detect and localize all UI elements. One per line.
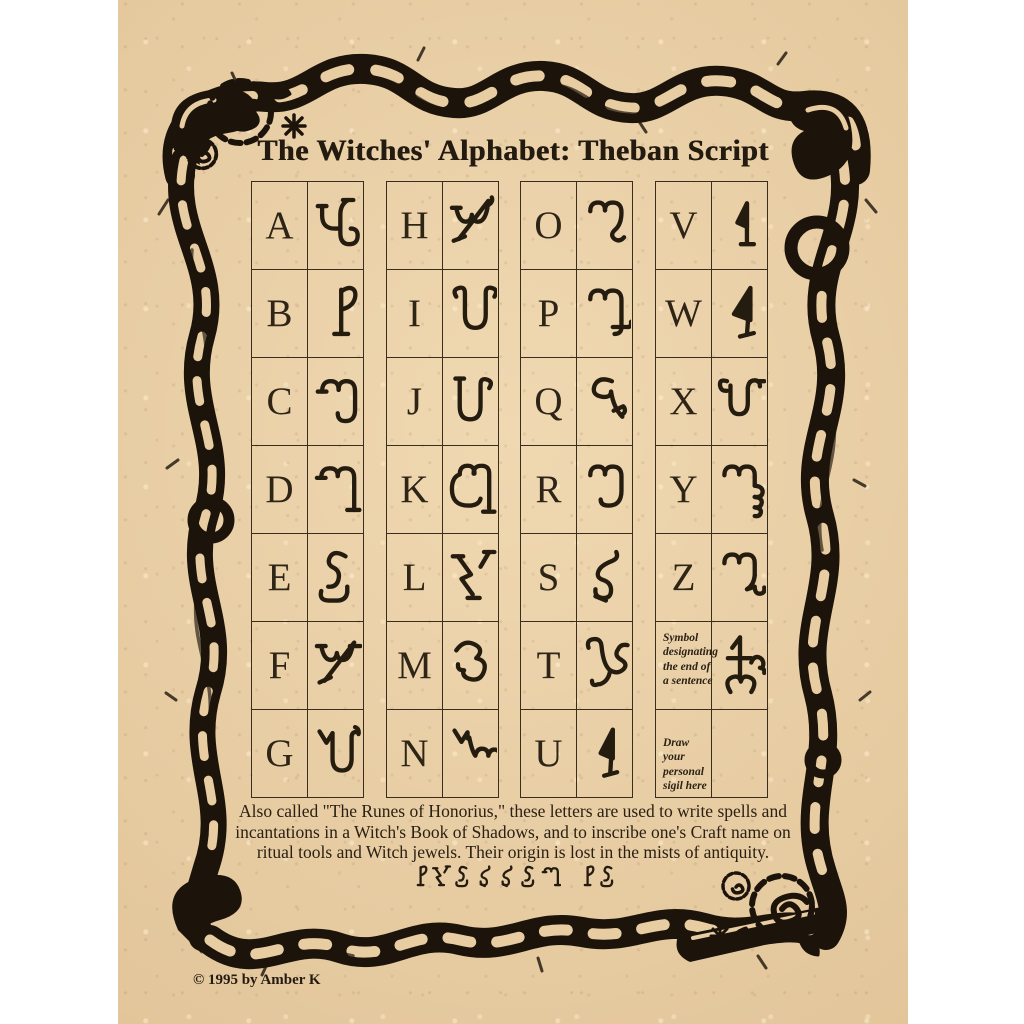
latin-letter-Y: Y bbox=[656, 446, 712, 534]
theban-glyph-P bbox=[577, 270, 633, 358]
copyright-line: © 1995 by Amber K bbox=[193, 972, 321, 988]
theban-glyph-V bbox=[712, 182, 768, 270]
sample-glyph-E bbox=[518, 861, 539, 898]
latin-letter-S: S bbox=[521, 534, 577, 622]
alphabet-column-3 bbox=[520, 181, 633, 798]
theban-glyph-R bbox=[577, 446, 633, 534]
theban-glyph-I bbox=[443, 270, 499, 358]
latin-letter-B: B bbox=[252, 270, 308, 358]
theban-glyph-Z bbox=[712, 534, 768, 622]
latin-letter-K: K bbox=[387, 446, 443, 534]
latin-letter-A: A bbox=[252, 182, 308, 270]
theban-glyph-C bbox=[308, 358, 364, 446]
latin-letter-O: O bbox=[521, 182, 577, 270]
alphabet-column-1 bbox=[251, 181, 364, 798]
latin-letter-V: V bbox=[656, 182, 712, 270]
latin-letter-F: F bbox=[252, 622, 308, 710]
sample-glyph-E bbox=[597, 861, 618, 898]
theban-glyph-K bbox=[443, 446, 499, 534]
theban-glyph-L bbox=[443, 534, 499, 622]
latin-letter-T: T bbox=[521, 622, 577, 710]
sample-glyph-B bbox=[408, 861, 429, 898]
latin-letter-E: E bbox=[252, 534, 308, 622]
latin-letter-H: H bbox=[387, 182, 443, 270]
theban-glyph-A bbox=[308, 182, 364, 270]
description-line: ritual tools and Witch jewels. Their origin is lost in the mists of antiquity. bbox=[256, 842, 770, 863]
theban-glyph-S bbox=[577, 534, 633, 622]
theban-glyph-U bbox=[577, 710, 633, 798]
description-line: incantations in a Witch's Book of Shadows, and to inscribe one's Craft name on bbox=[235, 821, 791, 842]
theban-glyph-F bbox=[308, 622, 364, 710]
page-title: The Witches' Alphabet: Theban Script bbox=[257, 134, 769, 167]
theban-glyph-W bbox=[712, 270, 768, 358]
description-line: Also called "The Runes of Honorius," these letters are used to write spells and bbox=[239, 801, 787, 821]
latin-letter-M: M bbox=[387, 622, 443, 710]
alphabet-table bbox=[251, 181, 811, 801]
theban-glyph-O bbox=[577, 182, 633, 270]
latin-letter-X: X bbox=[656, 358, 712, 446]
theban-glyph-T bbox=[577, 622, 633, 710]
latin-letter-D: D bbox=[252, 446, 308, 534]
theban-glyph-D bbox=[308, 446, 364, 534]
latin-letter-W: W bbox=[656, 270, 712, 358]
latin-letter-L: L bbox=[387, 534, 443, 622]
theban-glyph-B bbox=[308, 270, 364, 358]
latin-letter-Z: Z bbox=[656, 534, 712, 622]
theban-glyph-H bbox=[443, 182, 499, 270]
alphabet-column-4 bbox=[655, 181, 768, 798]
theban-glyph-J bbox=[443, 358, 499, 446]
theban-glyph-end-of-sentence bbox=[712, 622, 768, 710]
parchment-page bbox=[118, 0, 908, 1024]
latin-letter-I: I bbox=[387, 270, 443, 358]
sample-glyph-D bbox=[540, 861, 561, 898]
personal-sigil-cell bbox=[712, 710, 768, 798]
sample-glyph-E bbox=[452, 861, 473, 898]
end-symbol-caption: Symbol designating the end of a sentence bbox=[656, 622, 712, 710]
theban-glyph-E bbox=[308, 534, 364, 622]
theban-sample-phrase bbox=[118, 862, 908, 898]
sample-glyph-B bbox=[575, 861, 596, 898]
description-paragraph bbox=[118, 801, 908, 863]
theban-glyph-Y bbox=[712, 446, 768, 534]
sample-glyph-S bbox=[474, 861, 495, 898]
theban-glyph-N bbox=[443, 710, 499, 798]
alphabet-column-2 bbox=[386, 181, 499, 798]
latin-letter-Q: Q bbox=[521, 358, 577, 446]
theban-glyph-X bbox=[712, 358, 768, 446]
latin-letter-N: N bbox=[387, 710, 443, 798]
latin-letter-C: C bbox=[252, 358, 308, 446]
latin-letter-G: G bbox=[252, 710, 308, 798]
latin-letter-P: P bbox=[521, 270, 577, 358]
theban-glyph-G bbox=[308, 710, 364, 798]
sample-glyph-L bbox=[430, 861, 451, 898]
sigil-caption: Draw your personal sigil here bbox=[656, 710, 712, 798]
latin-letter-U: U bbox=[521, 710, 577, 798]
latin-letter-J: J bbox=[387, 358, 443, 446]
theban-glyph-Q bbox=[577, 358, 633, 446]
sample-glyph-S bbox=[496, 861, 517, 898]
theban-glyph-M bbox=[443, 622, 499, 710]
latin-letter-R: R bbox=[521, 446, 577, 534]
